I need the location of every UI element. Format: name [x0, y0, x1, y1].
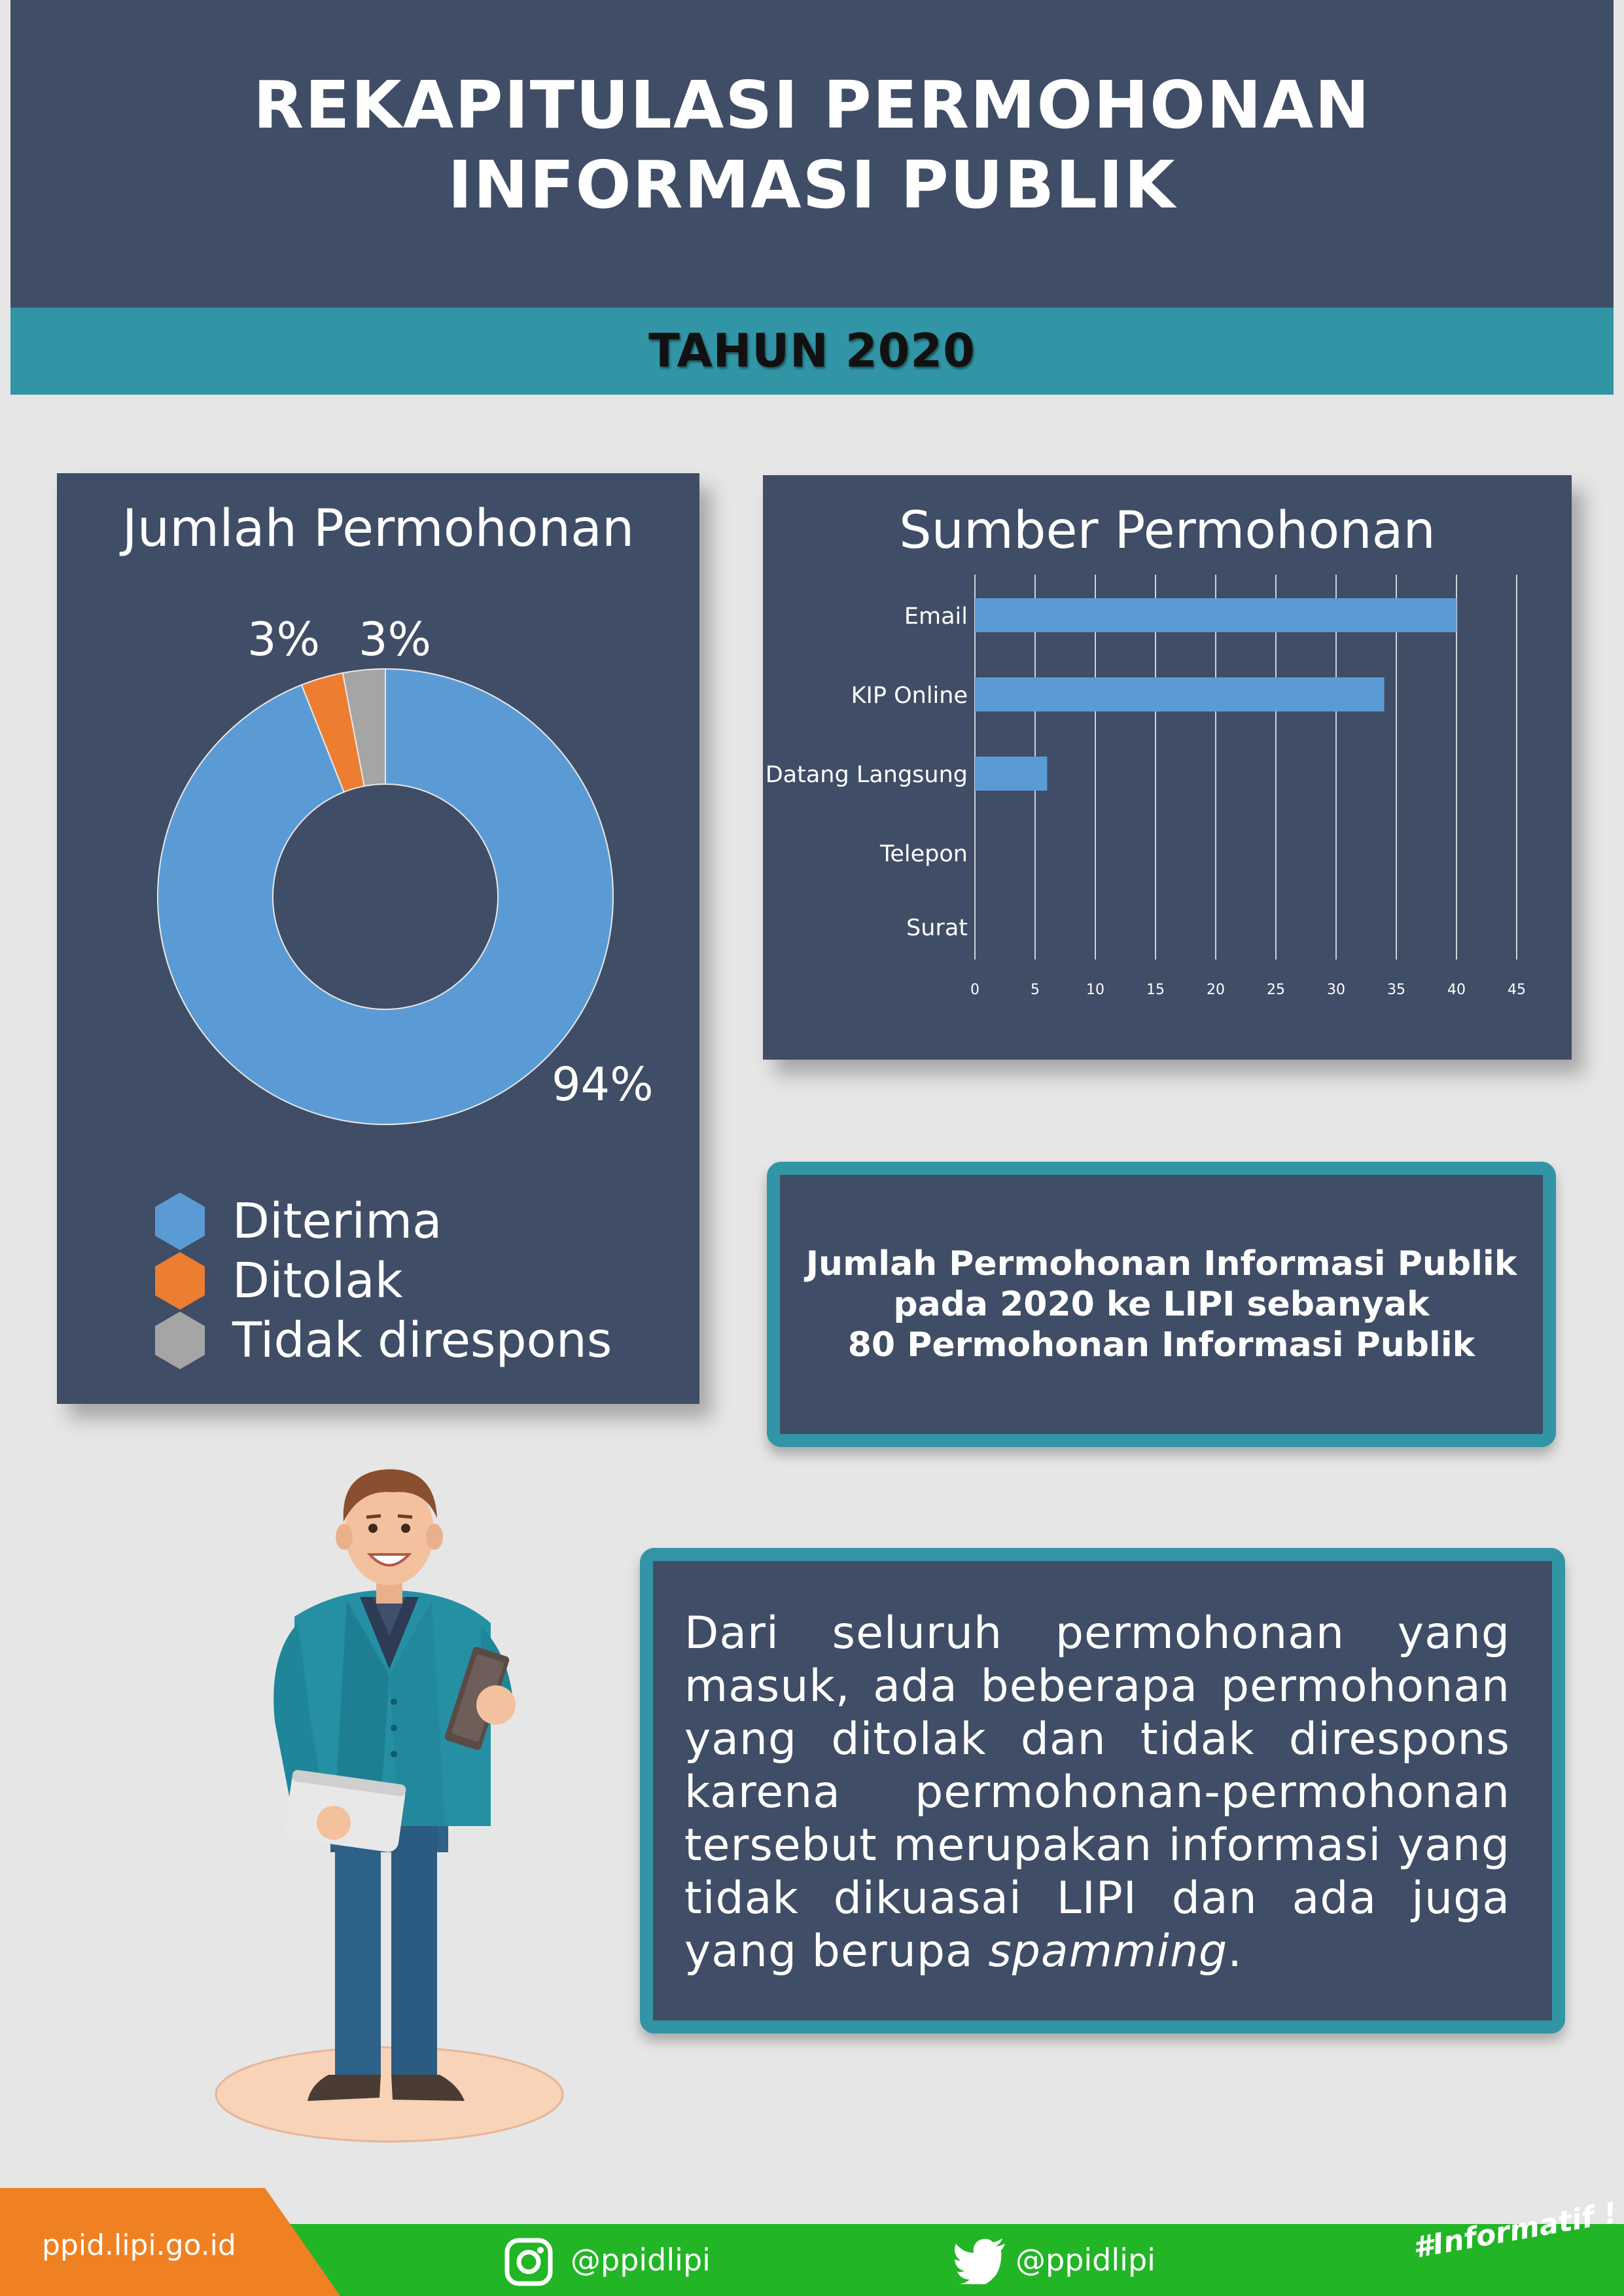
pct-label-tidak-direspons: 3% [359, 613, 432, 666]
bar-chart [763, 475, 1572, 1060]
note-text [684, 1607, 1510, 1978]
summary-text [780, 1175, 1543, 1434]
x-tick-label-15: 15 [1146, 982, 1165, 998]
x-tick-label-30: 30 [1327, 982, 1345, 998]
twitter-handle[interactable]: @ppidlipi [1015, 2242, 1156, 2278]
note-body: Dari seluruh permohonan yang masuk, ada beberapa permohonan yang ditolak dan tidak direspons karena permohonan-permohonan tersebut merupakan informasi yang tidak dikuasai LIPI dan ada juga yang berupa [684, 1607, 1510, 1977]
businessman-illustration [183, 1460, 609, 2147]
donut-chart-title: Jumlah Permohonan [122, 499, 635, 558]
y-category-label: Datang Langsung [765, 762, 968, 788]
legend-item-diterima [155, 1192, 442, 1251]
legend-label-diterima: Diterima [232, 1193, 442, 1249]
x-tick-label-35: 35 [1387, 982, 1405, 998]
summary-line-3: 80 Permohonan Informasi Publik [847, 1325, 1475, 1365]
legend-swatch-tidak-direspons [155, 1312, 205, 1369]
x-tick-label-10: 10 [1086, 982, 1104, 998]
x-tick-label-20: 20 [1207, 982, 1225, 998]
note-emphasis: spamming [988, 1926, 1228, 1977]
summary-box [767, 1162, 1556, 1447]
pct-label-diterima: 94% [552, 1058, 654, 1111]
hashtag-informatif: #Informatif ! [1410, 2196, 1620, 2265]
donut-chart-panel [57, 473, 699, 1404]
page-title [10, 65, 1614, 225]
instagram-handle[interactable]: @ppidlipi [571, 2242, 711, 2278]
header-banner [10, 0, 1614, 308]
summary-line-2: pada 2020 ke LIPI sebanyak [893, 1285, 1430, 1324]
bar-chart-title: Sumber Permohonan [899, 501, 1436, 560]
instagram-icon[interactable] [504, 2237, 554, 2287]
x-tick-label-40: 40 [1447, 982, 1466, 998]
legend-swatch-ditolak [155, 1252, 205, 1310]
year-label: TAHUN 2020 [648, 324, 976, 378]
bar-datang-langsung [975, 757, 1047, 791]
bar-email [975, 598, 1456, 632]
pct-label-ditolak: 3% [247, 613, 321, 666]
note-end: . [1227, 1926, 1243, 1977]
y-category-label: KIP Online [851, 683, 968, 709]
legend-item-ditolak [155, 1251, 403, 1310]
y-category-label: Surat [906, 915, 968, 941]
legend-label-ditolak: Ditolak [232, 1253, 403, 1309]
title-line-1: REKAPITULASI PERMOHONAN [253, 67, 1371, 143]
legend-item-tidak-direspons [155, 1311, 612, 1370]
x-tick-label-25: 25 [1267, 982, 1285, 998]
website-link[interactable]: ppid.lipi.go.id [42, 2229, 236, 2262]
summary-line-1: Jumlah Permohonan Informasi Publik [805, 1244, 1517, 1283]
x-tick-label-45: 45 [1508, 982, 1526, 998]
legend-swatch-diterima [155, 1193, 205, 1250]
title-line-2: INFORMASI PUBLIK [448, 147, 1176, 223]
note-box [640, 1548, 1565, 2034]
twitter-icon[interactable] [954, 2238, 1006, 2284]
y-category-label: Email [904, 603, 968, 630]
y-category-label: Telepon [879, 841, 968, 867]
year-band [10, 308, 1614, 395]
bar-kip-online [975, 677, 1385, 711]
bar-chart-panel [763, 475, 1572, 1060]
legend-label-tidak-direspons: Tidak direspons [232, 1312, 612, 1369]
x-tick-label-0: 0 [970, 982, 980, 998]
x-tick-label-5: 5 [1031, 982, 1040, 998]
